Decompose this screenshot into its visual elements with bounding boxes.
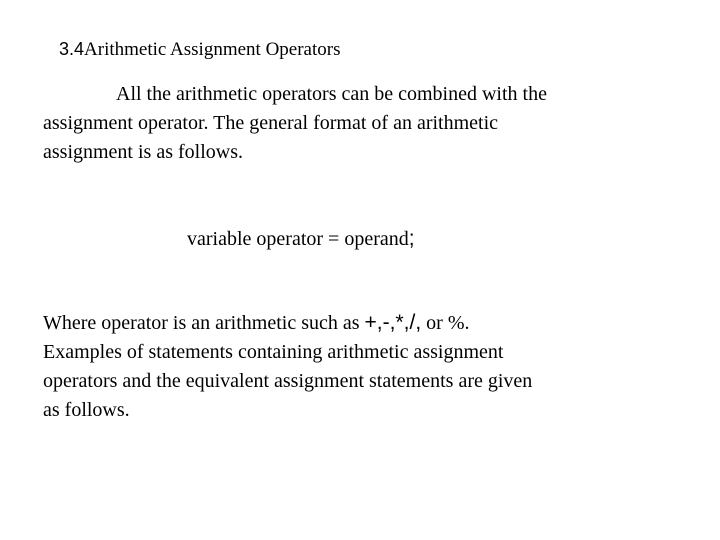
operator-list: +,-,*,/, [364, 311, 422, 334]
format-expression: variable operator = operand [187, 228, 409, 250]
details-line-3: operators and the equivalent assignment statements are given [43, 370, 533, 392]
section-title: Arithmetic Assignment Operators [84, 39, 341, 60]
details-line-2: Examples of statements containing arithmetic assignment [43, 341, 504, 363]
details-line-4: as follows. [43, 399, 130, 421]
format-terminator: ; [408, 227, 415, 250]
details-paragraph [43, 308, 683, 425]
section-number: 3.4 [59, 39, 85, 59]
details-line-1-start: Where operator is an arithmetic such as [43, 312, 365, 334]
details-line-1-end: or %. [421, 312, 470, 334]
intro-line-2: assignment operator. The general format of an arithmetic [43, 112, 499, 134]
intro-paragraph [43, 80, 683, 167]
intro-line-1: All the arithmetic operators can be combined with the [116, 83, 547, 105]
details-line-1 [43, 308, 683, 338]
intro-line-3: assignment is as follows. [43, 141, 243, 163]
section-heading [59, 36, 341, 63]
general-format [187, 224, 415, 254]
